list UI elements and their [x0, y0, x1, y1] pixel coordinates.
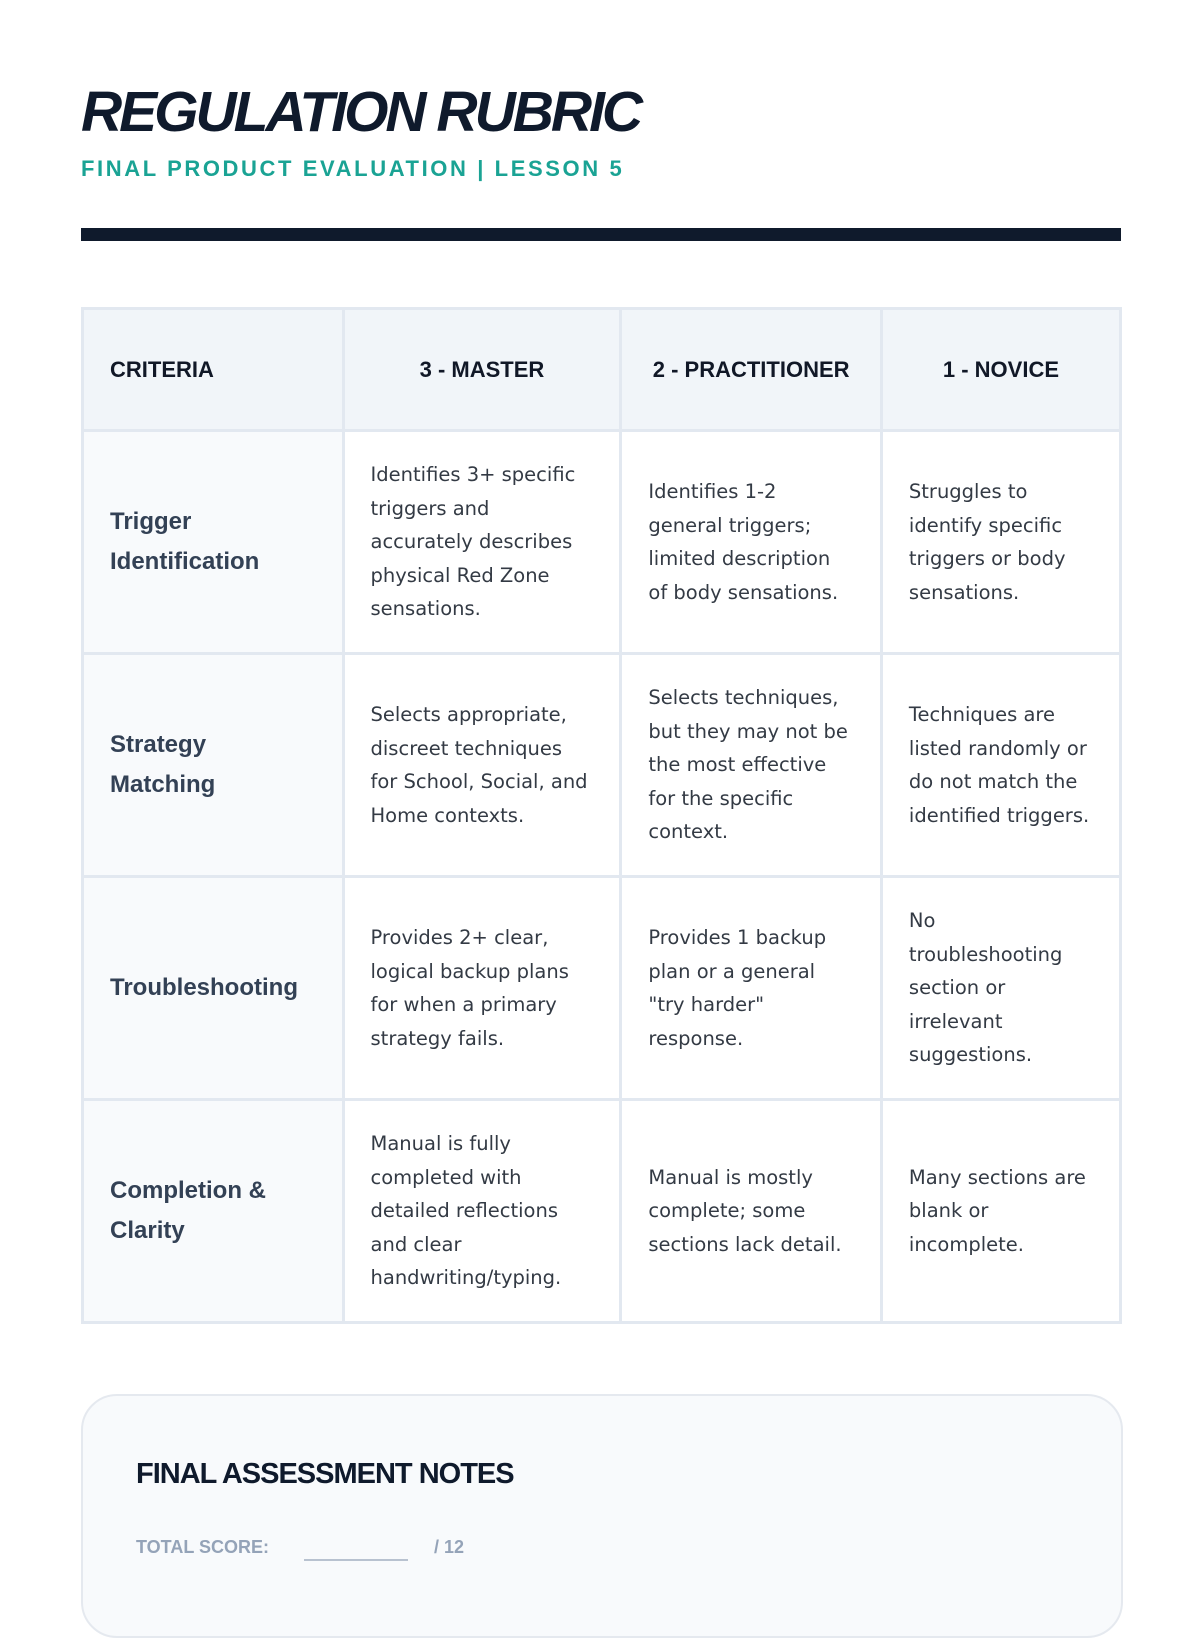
novice-cell: Struggles to identify specific triggers or body sensations.: [881, 431, 1120, 654]
criteria-cell: Trigger Identification: [83, 431, 344, 654]
table-row: [83, 1100, 1121, 1323]
master-cell: Selects appropriate, discreet techniques for School, Social, and Home contexts.: [343, 654, 621, 877]
master-cell: Identifies 3+ specific triggers and accurately describes physical Red Zone sensations.: [343, 431, 621, 654]
novice-cell: No troubleshooting section or irrelevant suggestions.: [881, 877, 1120, 1100]
title-divider: [81, 228, 1121, 241]
master-cell: Manual is fully completed with detailed reflections and clear handwriting/typing.: [343, 1100, 621, 1323]
criteria-cell: Strategy Matching: [83, 654, 344, 877]
column-header-novice: 1 - NOVICE: [881, 309, 1120, 431]
column-header-practitioner: 2 - PRACTITIONER: [621, 309, 882, 431]
table-row: [83, 877, 1121, 1100]
total-score-max: / 12: [434, 1537, 465, 1557]
criteria-cell: Completion & Clarity: [83, 1100, 344, 1323]
criteria-cell: Troubleshooting: [83, 877, 344, 1100]
novice-cell: Many sections are blank or incomplete.: [881, 1100, 1120, 1323]
master-cell: Provides 2+ clear, logical backup plans for when a primary strategy fails.: [343, 877, 621, 1100]
practitioner-cell: Selects techniques, but they may not be the most effective for the specific context.: [621, 654, 882, 877]
table-row: [83, 654, 1121, 877]
assessment-notes-panel: [81, 1394, 1123, 1638]
rubric-header-row: [83, 309, 1121, 431]
rubric-table: [81, 307, 1122, 1324]
column-header-criteria: CRITERIA: [83, 309, 344, 431]
practitioner-cell: Identifies 1-2 general triggers; limited description of body sensations.: [621, 431, 882, 654]
page-subtitle: FINAL PRODUCT EVALUATION | LESSON 5: [81, 156, 625, 181]
column-header-master: 3 - MASTER: [343, 309, 621, 431]
practitioner-cell: Provides 1 backup plan or a general "try harder" response.: [621, 877, 882, 1100]
page-title: REGULATION RUBRIC: [81, 80, 641, 144]
notes-title: FINAL ASSESSMENT NOTES: [136, 1458, 514, 1490]
practitioner-cell: Manual is mostly complete; some sections lack detail.: [621, 1100, 882, 1323]
total-score-label: TOTAL SCORE:: [136, 1537, 270, 1557]
total-score-input[interactable]: [304, 1533, 408, 1561]
novice-cell: Techniques are listed randomly or do not match the identified triggers.: [881, 654, 1120, 877]
table-row: [83, 431, 1121, 654]
